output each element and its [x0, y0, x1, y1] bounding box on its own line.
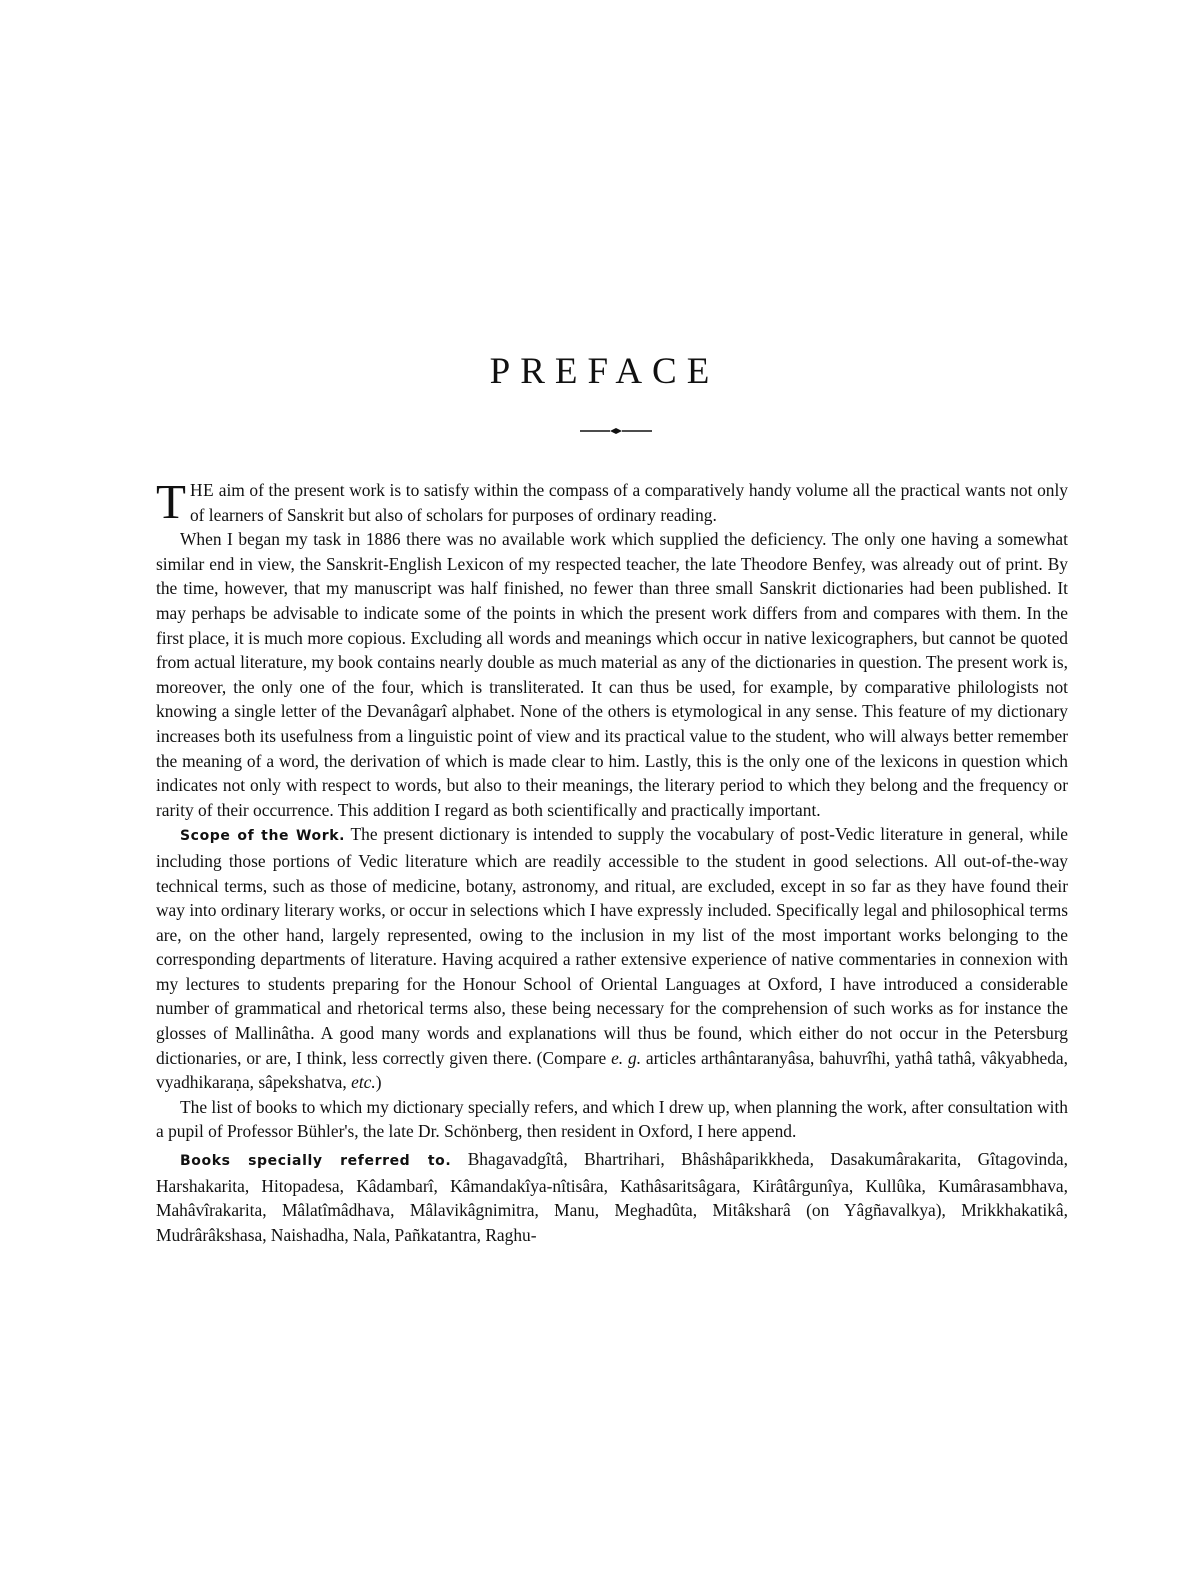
books-list: Bhagavadgîtâ, Bhartrihari, Bhâshâparikkheda, Dasakumârakarita, Gîtagovinda, Harshakarita, Hitopadesa, Kâdambarî, Kâmandakîya-nîtisâra, Kathâsaritsâgara, Kirâtârgunîya, Kullûka, Kumârasambhava, Mahâvîrakarita, Mâlatîmâdhava, Mâlavikâgnimitra, Manu, Meghadûta, Mitâksharâ (on Yâgñavalkya), Mrikkhakatikâ, Mudrârâkshasa, Naishadha, Nala, Pañkatantra, Raghu-	[156, 1149, 1068, 1245]
title-ornament	[580, 424, 652, 438]
history-paragraph: When I began my task in 1886 there was no available work which supplied the deficiency. The only one having a somewhat similar end in view, the Sanskrit-English Lexicon of my respected teacher, the late Theodore Benfey, was already out of print. By the time, however, that my manuscript was half finished, no fewer than three small Sanskrit dictionaries had been published. It may perhaps be advisable to indicate some of the points in which the present work differs from and compares with them. In the first place, it is much more copious. Excluding all words and meanings which occur in native lexicographers, but cannot be quoted from actual literature, my book contains nearly double as much material as any of the dictionaries in question. The present work is, moreover, the only one of the four, which is transliterated. It can thus be used, for example, by comparative philologists not knowing a single letter of the Devanâgarî alphabet. None of the others is etymological in any sense. This feature of my dictionary increases both its usefulness from a linguistic point of view and its practical value to the student, who will always better remember the meaning of a word, the derivation of which is made clear to him. Lastly, this is the only one of the lexicons in question which indicates not only with respect to words, but also to their meanings, the literary period to which they belong and the frequency or rarity of their occurrence. This addition I regard as both scientifically and practically important.	[156, 529, 1068, 820]
scope-eg: e. g.	[611, 1047, 642, 1068]
intro-text: aim of the present work is to satisfy within the compass of a comparatively handy volume all the practical wants not only of learners of Sanskrit but also of scholars for purposes of ordinary reading.	[189, 480, 1068, 525]
intro-paragraph	[156, 474, 1068, 529]
books-paragraph	[156, 1147, 1068, 1247]
scope-paragraph	[156, 822, 1068, 1095]
scope-etc: etc.	[351, 1072, 376, 1093]
booklist-intro-paragraph: The list of books to which my dictionary specially refers, and which I drew up, when planning the work, after consultation with a pupil of Professor Bühler's, the late Dr. Schönberg, then resident in Oxford, I here append.	[156, 1096, 1068, 1142]
preface-body	[156, 474, 1069, 1247]
scope-heading: Scope of the Work.	[180, 828, 346, 845]
intro-small-caps: HE	[189, 480, 215, 500]
drop-cap: T	[156, 474, 186, 529]
page-title: PREFACE	[489, 351, 720, 392]
scope-text: The present dictionary is intended to supply the vocabulary of post-Vedic literature in general, while including those portions of Vedic literature which are readily accessible to the student in good selections. All out-of-the-way technical terms, such as those of medicine, botany, astronomy, and ritual, are excluded, except in so far as they have found their way into ordinary literary works, or occur in selections which I have expressly included. Specifically legal and philosophical terms are, on the other hand, largely represented, owing to the inclusion in my list of the most important works belonging to the corresponding departments of literature. Having acquired a rather extensive experience of native commentaries in connexion with my lectures to students preparing for the Honour School of Oriental Languages at Oxford, I have introduced a considerable number of grammatical and rhetorical terms also, these being necessary for the comprehension of such works as for instance the glosses of Mallinâtha. A good many words and explanations will thus be found, which either do not occur in the Petersburg dictionaries, or are, I think, less correctly given there. (Compare	[156, 824, 1068, 1068]
books-heading: Books specially referred to.	[180, 1153, 452, 1170]
scope-close: )	[375, 1072, 382, 1093]
scope-examples: articles arthântaranyâsa, bahuvrîhi, yathâ tathâ, vâkyabheda, vyadhikaraṇa, sâpekshatva,	[156, 1047, 1069, 1093]
